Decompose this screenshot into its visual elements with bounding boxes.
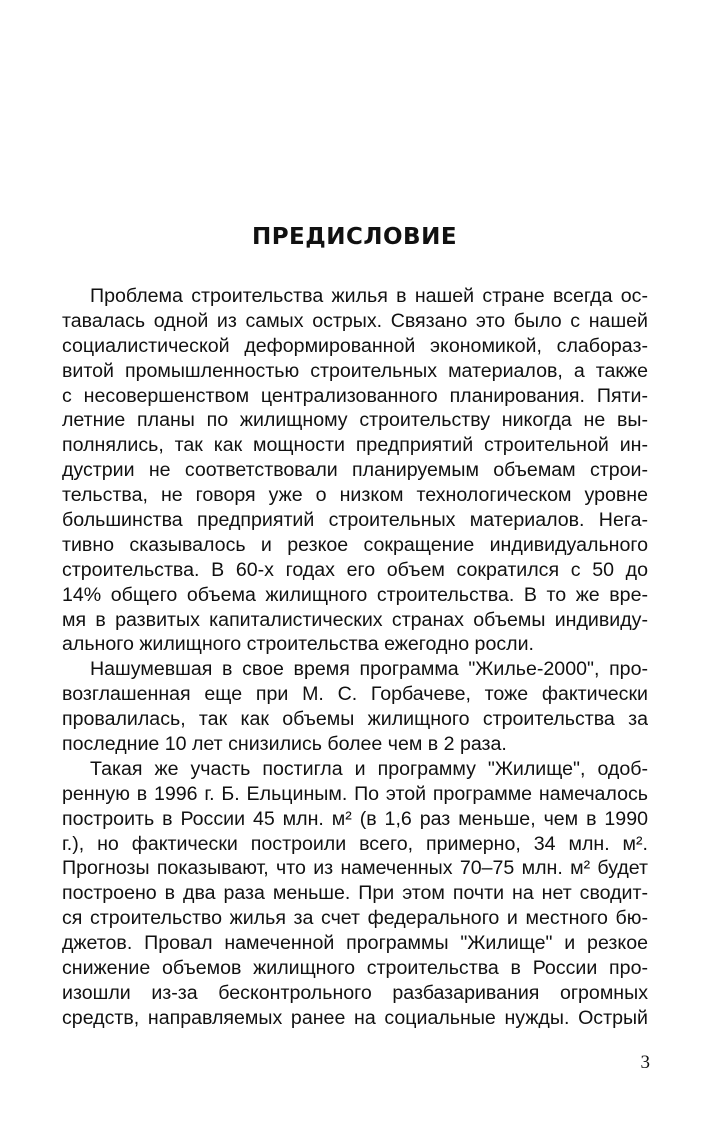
text-line: снижение объемов жилищного строительства в России про- — [62, 957, 648, 980]
text-line: джетов. Провал намеченной программы "Жилище" и резкое — [62, 932, 648, 955]
text-line: г.), но фактически построили всего, примерно, 34 млн. м². — [62, 832, 648, 855]
text-line: ся строительство жилья за счет федерального и местного бю- — [62, 907, 648, 930]
text-line: провалилась, так как объемы жилищного строительства за — [62, 708, 648, 731]
text-line: Такая же участь постигла и программу "Жилище", одоб- — [90, 757, 648, 780]
text-line: строительства. В 60-х годах его объем сократился с 50 до — [62, 558, 648, 581]
text-line: тельства, не говоря уже о низком технологическом уровне — [62, 484, 648, 507]
text-line: витой промышленностью строительных материалов, а также — [62, 359, 648, 382]
text-line: летние планы по жилищному строительству никогда не вы- — [62, 409, 648, 432]
text-line: тивно сказывалось и резкое сокращение индивидуального — [62, 533, 648, 556]
text-line: построить в России 45 млн. м² (в 1,6 раз меньше, чем в 1990 — [62, 807, 648, 830]
text-line: с несовершенством централизованного планирования. Пяти- — [62, 384, 648, 407]
page-title: ПРЕДИСЛОВИЕ — [251, 224, 458, 250]
text-line: дустрии не соответствовали планируемым объемам строи- — [62, 459, 648, 482]
text-line: ального жилищного строительства ежегодно росли. — [62, 633, 534, 656]
text-line: изошли из-за бесконтрольного разбазаривания огромных — [62, 981, 648, 1004]
preface-text — [62, 284, 648, 1031]
text-line: Нашумевшая в свое время программа "Жилье-2000", про- — [90, 658, 648, 681]
page-number: 3 — [640, 1052, 650, 1073]
text-line: средств, направляемых ранее на социальные нужды. Острый — [62, 1006, 648, 1029]
text-line: возглашенная еще при М. С. Горбачеве, тоже фактически — [62, 683, 648, 706]
text-line: Прогнозы показывают, что из намеченных 70–75 млн. м² будет — [62, 857, 648, 880]
text-line: большинства предприятий строительных материалов. Нега- — [62, 509, 648, 532]
text-line: 14% общего объема жилищного строительства. В то же вре- — [62, 583, 648, 606]
text-line: построено в два раза меньше. При этом почти на нет сводит- — [62, 882, 648, 905]
text-line: полнялись, так как мощности предприятий строительной ин- — [62, 434, 648, 457]
text-line: Проблема строительства жилья в нашей стране всегда ос- — [90, 285, 648, 307]
text-line: последние 10 лет снизились более чем в 2 раза. — [62, 733, 507, 756]
text-line: ренную в 1996 г. Б. Ельциным. По этой программе намечалось — [62, 782, 648, 805]
text-line: мя в развитых капиталистических странах объемы индивиду- — [62, 608, 648, 631]
text-line: тавалась одной из самых острых. Связано это было с нашей — [62, 309, 648, 332]
text-line: социалистической деформированной экономикой, слабораз- — [62, 334, 648, 357]
